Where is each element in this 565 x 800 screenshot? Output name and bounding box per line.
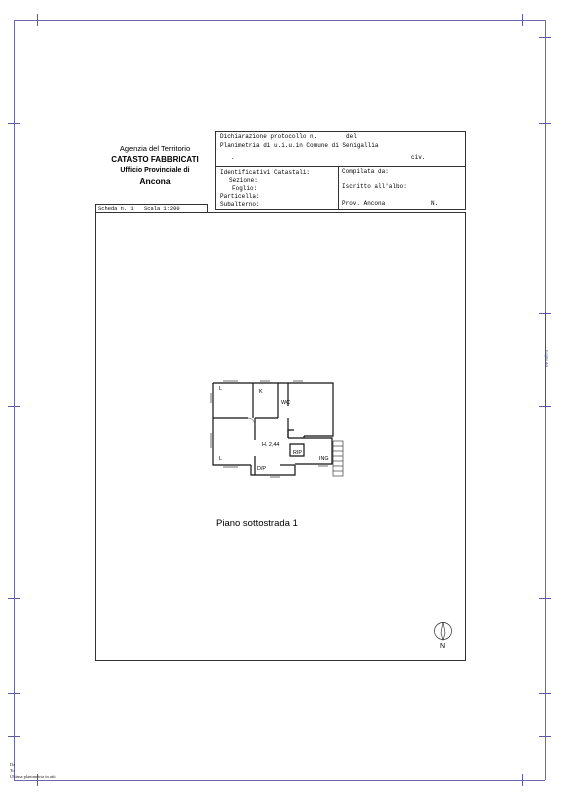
tick-mark bbox=[539, 693, 551, 694]
room-label-dp: D/P bbox=[257, 466, 266, 472]
room-label-height: H. 2,44 bbox=[262, 442, 280, 448]
identificativi-box bbox=[215, 166, 339, 210]
del-label: del bbox=[346, 133, 357, 140]
iscritto-label: Iscritto all'albo: bbox=[342, 183, 407, 190]
tick-mark bbox=[539, 598, 551, 599]
n-label: N. bbox=[431, 200, 439, 207]
tick-mark bbox=[539, 123, 551, 124]
north-arrow-icon bbox=[433, 621, 453, 641]
room-label-rip: RIP bbox=[293, 450, 302, 456]
footer-line-1: Da bbox=[10, 762, 16, 767]
footer-line-2: To bbox=[10, 768, 15, 773]
civ-label: civ. bbox=[411, 154, 426, 161]
tick-mark bbox=[539, 37, 551, 38]
compilata-box bbox=[338, 166, 466, 210]
room-label-wc: WC bbox=[281, 400, 290, 406]
frame-left bbox=[14, 20, 15, 780]
catasto-title: CATASTO FABBRICATI bbox=[111, 155, 199, 164]
footer-notes bbox=[10, 762, 56, 780]
office-label: Ufficio Provinciale di bbox=[120, 167, 190, 174]
tick-mark bbox=[8, 123, 20, 124]
agency-block bbox=[100, 143, 210, 187]
side-label: Foglio A4 bbox=[544, 350, 550, 367]
tick-mark bbox=[8, 693, 20, 694]
particella-label: Particella: bbox=[220, 193, 260, 200]
dichiarazione-label: Dichiarazione protocollo n. bbox=[220, 133, 318, 140]
room-label-k: K bbox=[259, 389, 263, 395]
tick-mark bbox=[522, 774, 523, 786]
compilata-label: Compilata da: bbox=[342, 168, 389, 175]
planimetria-label: Planimetria di u.i.u.in Comune di Senigallia bbox=[220, 142, 379, 149]
tick-mark bbox=[539, 736, 551, 737]
tick-mark bbox=[522, 14, 523, 26]
address-dot: . bbox=[231, 154, 235, 161]
foglio-label: Foglio: bbox=[232, 185, 258, 192]
agency-name: Agenzia del Territorio bbox=[119, 144, 191, 153]
declaration-box bbox=[215, 131, 466, 167]
footer-line-3: Ultima planimetria in atti bbox=[10, 774, 56, 779]
floor-plan bbox=[208, 378, 348, 480]
north-label: N bbox=[440, 643, 446, 650]
frame-top bbox=[14, 20, 545, 21]
room-label-l-top: L bbox=[219, 386, 222, 392]
tick-mark bbox=[8, 406, 20, 407]
plan-caption: Piano sottostrada 1 bbox=[216, 518, 298, 529]
frame-bottom bbox=[14, 780, 545, 781]
room-label-ing: ING bbox=[319, 456, 329, 462]
tick-mark bbox=[37, 14, 38, 26]
identificativi-label: Identificativi Catastali: bbox=[220, 169, 311, 176]
tick-mark bbox=[8, 598, 20, 599]
sezione-label: Sezione: bbox=[229, 177, 258, 184]
prov-label: Prov. Ancona bbox=[342, 200, 386, 207]
scala-label: Scala 1:200 bbox=[144, 206, 180, 212]
tick-mark bbox=[8, 736, 20, 737]
office-city: Ancona bbox=[139, 176, 171, 186]
room-label-l-bottom: L bbox=[219, 456, 222, 462]
subalterno-label: Subalterno: bbox=[220, 201, 260, 208]
scheda-label: Scheda n. 1 bbox=[98, 206, 134, 212]
